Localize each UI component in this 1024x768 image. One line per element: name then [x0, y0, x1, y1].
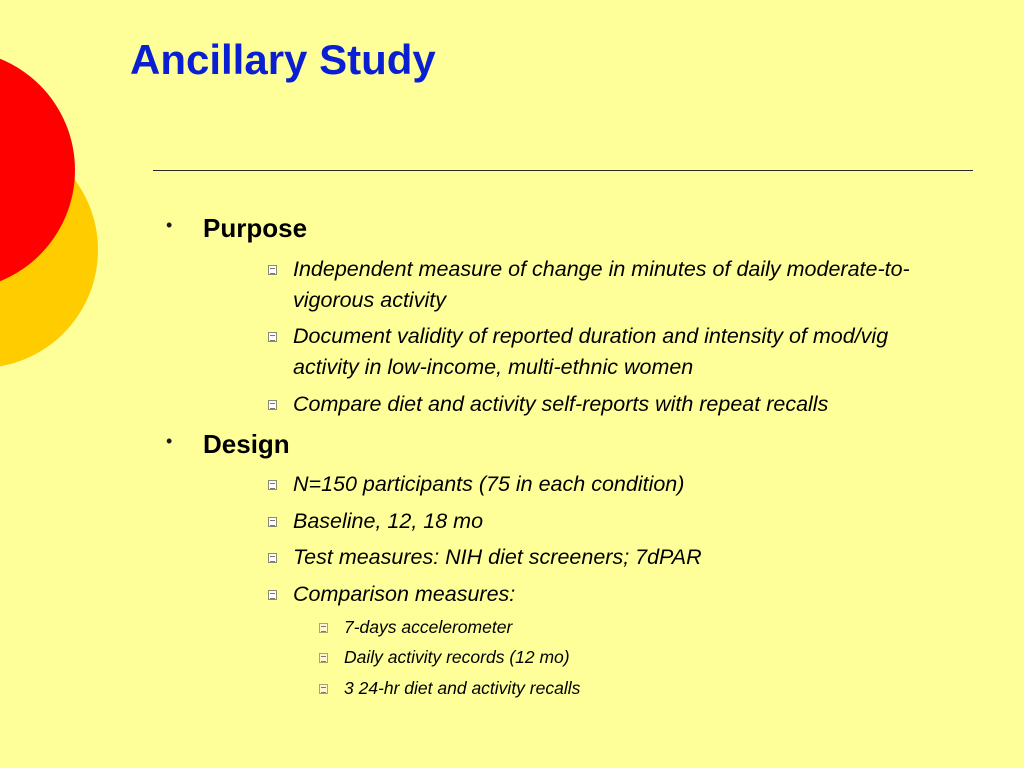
- sub-list-item-text: 3 24-hr diet and activity recalls: [344, 678, 581, 698]
- list-bullet-icon: [319, 623, 328, 633]
- list-bullet-icon: [268, 553, 277, 563]
- list-item-text: Comparison measures:: [293, 582, 516, 606]
- list-bullet-icon: [268, 332, 277, 342]
- list-item: [293, 469, 953, 500]
- sub-list-item: [344, 646, 944, 668]
- sub-list-item: [344, 677, 944, 699]
- list-bullet-icon: [319, 653, 328, 663]
- section-heading-text: Purpose: [203, 213, 308, 243]
- list-item: [293, 254, 953, 316]
- list-item-text: Compare diet and activity self-reports with repeat recalls: [293, 392, 829, 416]
- sub-list-item-text: 7-days accelerometer: [344, 617, 513, 637]
- list-item: [293, 506, 953, 537]
- list-item-text: Independent measure of change in minutes of daily moderate-to-vigorous activity: [293, 257, 910, 312]
- sub-list-item-text: Daily activity records (12 mo): [344, 647, 570, 667]
- list-item: [293, 389, 953, 420]
- list-bullet-icon: [268, 517, 277, 527]
- list-bullet-icon: [268, 265, 277, 275]
- list-item-text: N=150 participants (75 in each condition): [293, 472, 685, 496]
- list-item: [293, 321, 903, 383]
- list-item-text: Test measures: NIH diet screeners; 7dPAR: [293, 545, 702, 569]
- list-bullet-icon: [268, 480, 277, 490]
- list-bullet-icon: [319, 684, 328, 694]
- section-heading-purpose: [166, 213, 308, 244]
- decorative-circles: [0, 0, 110, 420]
- list-item-text: Baseline, 12, 18 mo: [293, 509, 484, 533]
- list-item: [293, 579, 953, 610]
- list-bullet-icon: [268, 590, 277, 600]
- section-heading-text: Design: [203, 429, 290, 459]
- list-bullet-icon: [268, 400, 277, 410]
- section-heading-design: [166, 429, 290, 460]
- list-item-text: Document validity of reported duration and intensity of mod/vig activity in low-income, multi-ethnic women: [293, 324, 889, 379]
- sub-list-item: [344, 616, 944, 638]
- title-divider: [153, 170, 973, 171]
- bullet-dot: •: [166, 431, 173, 451]
- bullet-dot: •: [166, 215, 173, 235]
- slide-title: Ancillary Study: [130, 36, 436, 83]
- list-item: [293, 542, 953, 573]
